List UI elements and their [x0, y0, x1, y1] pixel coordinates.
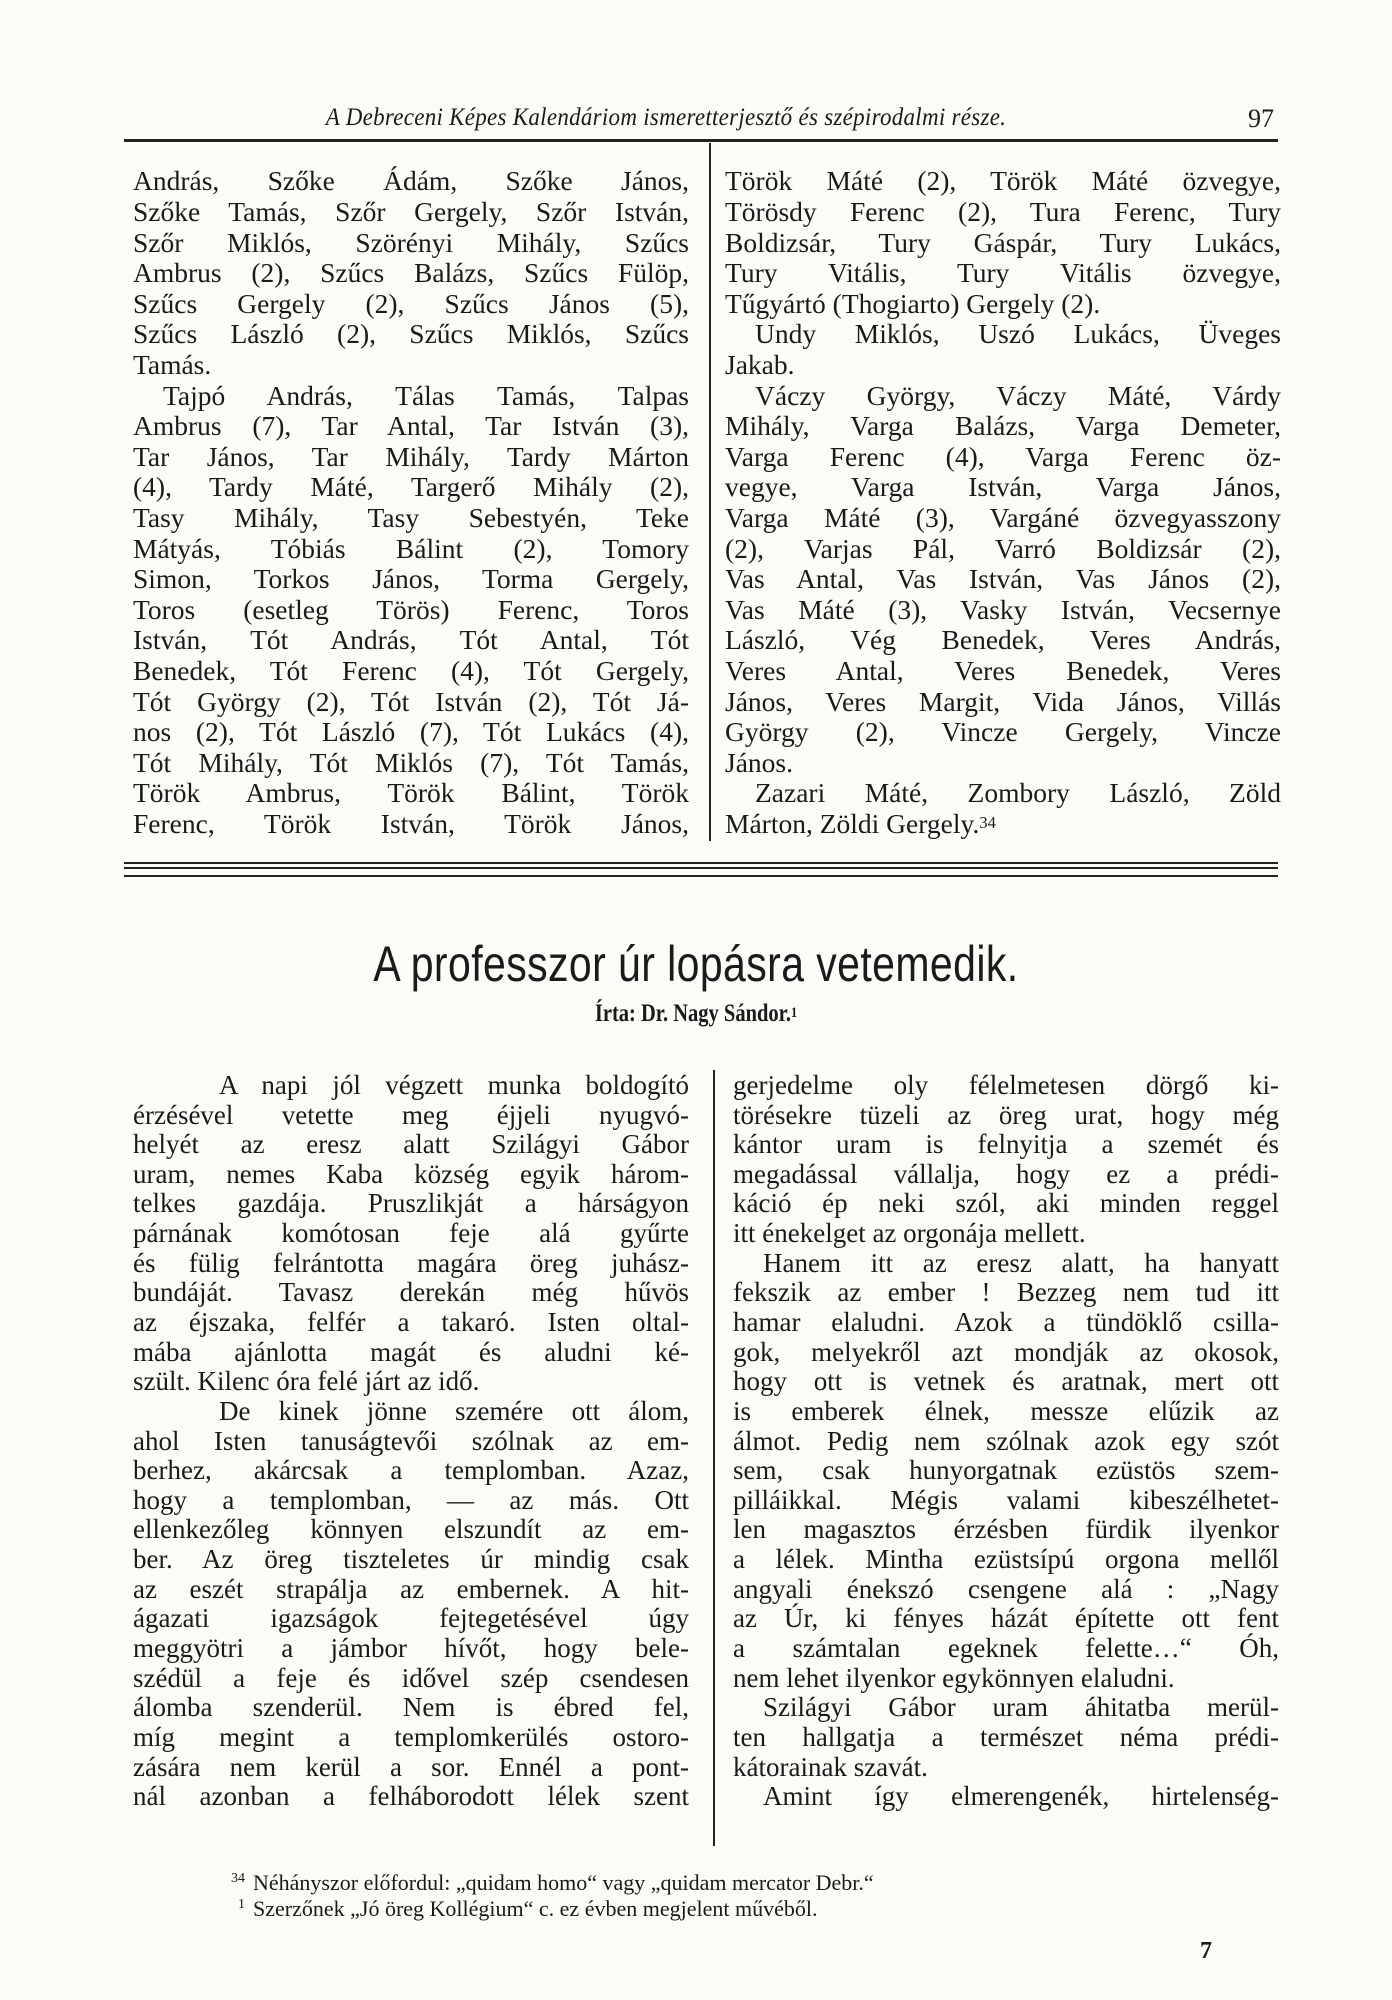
text-line	[133, 1484, 689, 1515]
text-line-content: Tót Mihály, Tót Miklós (7), Tót Tamás,	[133, 746, 689, 778]
text-line	[133, 1573, 689, 1604]
text-line-content: megadással vállalja, hogy ez a prédi-	[733, 1158, 1279, 1189]
text-line	[133, 1336, 689, 1367]
text-line-content: Varga Máté (3), Vargáné özvegyasszony	[725, 502, 1281, 534]
text-line	[733, 1306, 1279, 1337]
text-line-content: hogy a templomban, — az más. Ott	[133, 1484, 689, 1515]
text-line-content: Márton, Zöldi Gergely.	[725, 808, 980, 840]
text-line	[133, 440, 689, 472]
text-line	[133, 412, 689, 440]
text-line	[733, 1605, 1279, 1632]
text-line-content: Tót György (2), Tót István (2), Tót Já-	[133, 685, 689, 717]
text-line-content: János, Veres Margit, Vida János, Villás	[725, 685, 1281, 717]
footnote-1	[205, 1896, 817, 1922]
text-line	[733, 1158, 1279, 1189]
text-line-content: De kinek jönne szemére ott álom,	[219, 1395, 689, 1426]
text-line	[733, 1069, 1279, 1100]
text-line	[133, 1457, 689, 1484]
text-line	[133, 1099, 689, 1130]
text-line-content: Veres Antal, Veres Benedek, Veres	[725, 655, 1281, 687]
section-rule-3	[124, 875, 1278, 877]
byline-text: Írta: Dr. Nagy Sándor.	[594, 1000, 791, 1027]
text-line	[733, 1425, 1279, 1456]
text-line	[133, 1751, 689, 1782]
text-line-content: uram, nemes Kaba község egyik három-	[133, 1158, 689, 1189]
text-line-content: ahol Isten tanuságtevői szólnak az em-	[133, 1425, 689, 1456]
text-line	[725, 718, 1281, 746]
text-line	[725, 440, 1281, 472]
text-line	[733, 1099, 1279, 1130]
footnote-mark: 34	[231, 1871, 245, 1886]
text-line-content: Varga Ferenc (4), Varga Ferenc öz-	[725, 440, 1281, 472]
text-line	[133, 1546, 689, 1573]
text-line-content: törésekre tüzeli az öreg urat, hogy még	[733, 1099, 1279, 1130]
text-line-content: Toros (esetleg Törös) Ferenc, Toros	[133, 593, 689, 625]
text-line-content: András, Szőke Ádám, Szőke János,	[133, 165, 689, 197]
text-line-content: a lélek. Mintha ezüstsípú orgona mellől	[733, 1544, 1279, 1575]
text-line-content: álmot. Pedig nem szólnak azok egy szót	[733, 1425, 1279, 1456]
text-line	[133, 1158, 689, 1189]
text-line-content: Ferenc, Török István, Török János,	[133, 808, 689, 840]
text-line-content: István, Tót András, Tót Antal, Tót	[133, 624, 689, 656]
text-line-content: Török Máté (2), Török Máté özvegye,	[725, 165, 1281, 197]
text-line	[733, 1368, 1279, 1395]
footnote-text: Néhányszor előfordul: „quidam homo“ vagy „quidam mercator Debr.“	[253, 1870, 874, 1895]
text-line	[133, 593, 689, 625]
text-line-content: a számtalan egeknek felette…“ Óh,	[733, 1633, 1279, 1664]
text-line-content: mába ajánlotta magát és aludni ké-	[133, 1336, 689, 1367]
text-line	[133, 685, 689, 717]
text-line	[133, 379, 689, 411]
text-line-content: Simon, Torkos János, Torma Gergely,	[133, 563, 689, 595]
text-line-content: Mátyás, Tóbiás Bálint (2), Tomory	[133, 532, 689, 564]
text-line	[733, 1131, 1279, 1158]
text-line-content: Vas Máté (3), Vasky István, Vecsernye	[725, 593, 1281, 625]
text-line	[733, 1279, 1279, 1306]
text-line	[133, 320, 689, 348]
text-line	[133, 1425, 689, 1456]
text-line-content: Szőr Miklós, Szörényi Mihály, Szűcs	[133, 226, 689, 258]
text-line-content: Tajpó András, Tálas Tamás, Talpas	[163, 379, 689, 411]
text-line-content: míg megint a templomkerülés ostoro-	[133, 1721, 689, 1752]
text-line	[133, 1783, 689, 1810]
text-line	[133, 779, 689, 807]
text-line-content: (2), Varjas Pál, Varró Boldizsár (2),	[725, 532, 1281, 564]
text-line	[133, 259, 689, 287]
text-line-content: len magasztos érzésben fürdik ilyenkor	[733, 1514, 1279, 1545]
text-line	[733, 1336, 1279, 1367]
text-line	[733, 1457, 1279, 1484]
text-line	[725, 259, 1281, 287]
text-line-content: az Úr, ki fényes házát építette ott fent	[733, 1603, 1279, 1634]
text-line	[725, 379, 1281, 411]
text-line	[133, 1395, 689, 1426]
text-line-content: ágazati igazságok fejtegetésével úgy	[133, 1603, 689, 1634]
text-line	[133, 1516, 689, 1543]
text-line	[733, 1662, 1279, 1693]
text-line	[133, 1605, 689, 1632]
text-line-content: helyét az eresz alatt Szilágyi Gábor	[133, 1129, 689, 1160]
text-line-content: Ambrus (2), Szűcs Balázs, Szűcs Fülöp,	[133, 257, 689, 289]
text-line-content: László, Vég Benedek, Veres András,	[725, 624, 1281, 656]
section-rule-2	[124, 867, 1278, 869]
text-line-content: Szűcs László (2), Szűcs Miklós, Szűcs	[133, 318, 689, 350]
text-line-content: szült. Kilenc óra felé járt az idő.	[133, 1366, 480, 1397]
text-line-content: álomba szenderül. Nem is ébred fel,	[133, 1692, 689, 1723]
text-line-content: hogy ott is vetnek és aratnak, mert ott	[733, 1366, 1279, 1397]
text-line-content: Tamás.	[133, 349, 212, 381]
text-line	[733, 1220, 1279, 1247]
text-line-content: hamar elaludni. Azok a tündöklő csilla-	[733, 1306, 1279, 1337]
text-line-content: Török Ambrus, Török Bálint, Török	[133, 777, 689, 809]
text-line-content: (4), Tardy Máté, Targerő Mihály (2),	[133, 471, 689, 503]
text-line-content: telkes gazdája. Pruszlikját a hárságyon	[133, 1188, 689, 1219]
text-line	[733, 1395, 1279, 1426]
text-line-content: gok, melyekről azt mondják az okosok,	[733, 1336, 1279, 1367]
text-line-content: szédül a feje és idővel szép csendesen	[133, 1662, 689, 1693]
signature-number: 7	[1200, 1938, 1212, 1964]
text-line-content: nem lehet ilyenkor egykönnyen elaludni.	[733, 1662, 1175, 1693]
byline-footnote-ref[interactable]: 1	[790, 1004, 798, 1021]
text-line	[133, 1190, 689, 1217]
text-line	[133, 657, 689, 685]
text-line-content: pilláikkal. Mégis valami kibeszélhetet-	[733, 1484, 1279, 1515]
text-line-content: Zazari Máté, Zombory László, Zöld	[755, 777, 1281, 809]
footnote-text: Szerzőnek „Jó öreg Kollégium“ c. ez évben megjelent művéből.	[253, 1896, 818, 1921]
text-line	[725, 626, 1281, 654]
text-line-content: A napi jól végzett munka boldogító	[219, 1069, 689, 1100]
text-line	[733, 1546, 1279, 1573]
text-line	[133, 718, 689, 746]
text-line-content: Tar János, Tar Mihály, Tardy Márton	[133, 440, 689, 472]
article-byline	[125, 1000, 1266, 1028]
text-line	[133, 504, 689, 532]
text-line	[725, 746, 1281, 778]
text-line-content: meggyötri a jámbor hívőt, hogy bele-	[133, 1633, 689, 1664]
text-line-content: berhez, akárcsak a templomban. Azaz,	[133, 1455, 689, 1486]
text-line	[733, 1247, 1279, 1278]
text-line	[725, 532, 1281, 564]
page-number: 97	[1248, 104, 1274, 133]
text-line-content: káció ép neki szól, aki minden reggel	[733, 1188, 1279, 1219]
text-line-content: zására nem kerül a sor. Ennél a pont-	[133, 1751, 689, 1782]
text-line	[733, 1721, 1279, 1752]
text-line	[133, 1721, 689, 1752]
text-line-content: az éjszaka, felfér a takaró. Isten oltal-	[133, 1306, 689, 1337]
text-line	[733, 1635, 1279, 1662]
text-line-content: János.	[725, 746, 793, 778]
text-line	[725, 412, 1281, 440]
text-line-content: is emberek élnek, messze elűzik az	[733, 1395, 1279, 1426]
text-line-content: Törösdy Ferenc (2), Tura Ferenc, Tury	[725, 196, 1281, 228]
text-line	[725, 593, 1281, 625]
text-line	[133, 1368, 689, 1395]
text-line-content: Vas Antal, Vas István, Vas János (2),	[725, 563, 1281, 595]
text-line-content: ellenkezőleg könnyen elszundít az em-	[133, 1514, 689, 1545]
text-line	[133, 532, 689, 564]
text-line	[133, 351, 689, 379]
text-line-content: nos (2), Tót László (7), Tót Lukács (4),	[133, 716, 689, 748]
text-line	[133, 1694, 689, 1721]
text-line-content: sem, csak hunyorgatnak ezüstös szem-	[733, 1455, 1279, 1486]
text-line	[725, 473, 1281, 501]
running-head	[124, 104, 1278, 138]
text-line-content: Mihály, Varga Balázs, Varga Demeter,	[725, 410, 1281, 442]
text-line-content: Szilágyi Gábor uram áhitatba merül-	[763, 1692, 1279, 1723]
text-line-content: ber. Az öreg tiszteletes úr mindig csak	[133, 1544, 689, 1575]
running-head-title: A Debreceni Képes Kalendáriom ismeretterjesztő és szépirodalmi része.	[325, 104, 1007, 131]
text-line	[133, 1247, 689, 1278]
text-line	[725, 779, 1281, 807]
text-line	[725, 810, 1281, 838]
text-line-content: itt énekelget az orgonája mellett.	[733, 1218, 1086, 1249]
text-line	[733, 1516, 1279, 1543]
text-line-content: Tury Vitális, Tury Vitális özvegye,	[725, 257, 1281, 289]
text-line	[133, 1662, 689, 1693]
text-line-content: Szőke Tamás, Szőr Gergely, Szőr István,	[133, 196, 689, 228]
text-line	[133, 1306, 689, 1337]
text-line	[733, 1573, 1279, 1604]
text-line	[725, 198, 1281, 226]
text-line-content: gerjedelme oly félelmetesen dörgő ki-	[733, 1069, 1279, 1100]
text-line	[725, 287, 1281, 319]
text-line	[133, 1220, 689, 1247]
footnote-mark: 1	[238, 1897, 245, 1912]
section-rule-1	[124, 862, 1278, 864]
text-line-content: Váczy György, Váczy Máté, Várdy	[755, 379, 1281, 411]
text-line	[133, 226, 689, 258]
text-line	[133, 287, 689, 319]
text-line-content: kántor uram is felnyitja a szemét és	[733, 1129, 1279, 1160]
text-line-content: nál azonban a felháborodott lélek szent	[133, 1781, 689, 1812]
text-line	[733, 1751, 1279, 1782]
text-line	[733, 1190, 1279, 1217]
text-line-content: vegye, Varga István, Varga János,	[725, 471, 1281, 503]
text-line-content: Jakab.	[725, 349, 795, 381]
text-line-content: fekszik az ember ! Bezzeg nem tud itt	[733, 1277, 1279, 1308]
text-line-content: Amint így elmerengenék, hirtelenség-	[763, 1781, 1279, 1812]
text-line-content: párnának komótosan feje alá gyűrte	[133, 1218, 689, 1249]
text-line	[725, 565, 1281, 593]
text-line	[733, 1694, 1279, 1721]
text-line	[133, 1279, 689, 1306]
text-line-content: Undy Miklós, Uszó Lukács, Üveges	[755, 318, 1281, 350]
text-line	[133, 746, 689, 778]
text-line	[133, 1069, 689, 1100]
text-line-content: angyali énekszó csengene alá : „Nagy	[733, 1573, 1279, 1604]
text-line	[725, 226, 1281, 258]
top-column-divider	[709, 143, 711, 841]
text-line-content: Szűcs Gergely (2), Szűcs János (5),	[133, 287, 689, 319]
text-line	[733, 1484, 1279, 1515]
text-line-content: Benedek, Tót Ferenc (4), Tót Gergely,	[133, 655, 689, 687]
text-line-content: érzésével vetette meg éjjeli nyugvó-	[133, 1099, 689, 1130]
text-line	[133, 198, 689, 226]
text-line	[725, 504, 1281, 532]
text-line-content: Ambrus (7), Tar Antal, Tar István (3),	[133, 410, 689, 442]
text-line	[133, 167, 689, 195]
text-line-content: Boldizsár, Tury Gáspár, Tury Lukács,	[725, 226, 1281, 258]
text-line-content: az eszét strapálja az embernek. A hit-	[133, 1573, 689, 1604]
text-line	[733, 1783, 1279, 1810]
text-line-content: Tasy Mihály, Tasy Sebestyén, Teke	[133, 502, 689, 534]
text-line	[133, 1131, 689, 1158]
article-column-divider	[713, 1070, 715, 1846]
text-line-content: és fülig felrántotta magára öreg juhász-	[133, 1247, 689, 1278]
text-line	[133, 565, 689, 593]
text-line	[725, 351, 1281, 379]
article-title: A professzor úr lopásra vetemedik.	[373, 936, 1019, 992]
text-line	[133, 810, 689, 838]
text-line	[725, 657, 1281, 685]
header-rule	[124, 139, 1278, 142]
footnote-ref[interactable]: 34	[979, 813, 996, 833]
footnote-34	[205, 1870, 874, 1896]
text-line	[133, 1635, 689, 1662]
text-line	[725, 320, 1281, 348]
text-line-content: bundáját. Tavasz derekán még hűvös	[133, 1277, 689, 1308]
text-line	[133, 473, 689, 501]
text-line-content: ten hallgatja a természet néma prédi-	[733, 1721, 1279, 1752]
text-line	[725, 167, 1281, 195]
text-line-content: Tűgyártó (Thogiarto) Gergely (2).	[725, 287, 1101, 319]
text-line-content: kátorainak szavát.	[733, 1751, 928, 1782]
text-line	[725, 685, 1281, 717]
text-line-content: Hanem itt az eresz alatt, ha hanyatt	[763, 1247, 1279, 1278]
text-line	[133, 626, 689, 654]
text-line-content: György (2), Vincze Gergely, Vincze	[725, 716, 1281, 748]
